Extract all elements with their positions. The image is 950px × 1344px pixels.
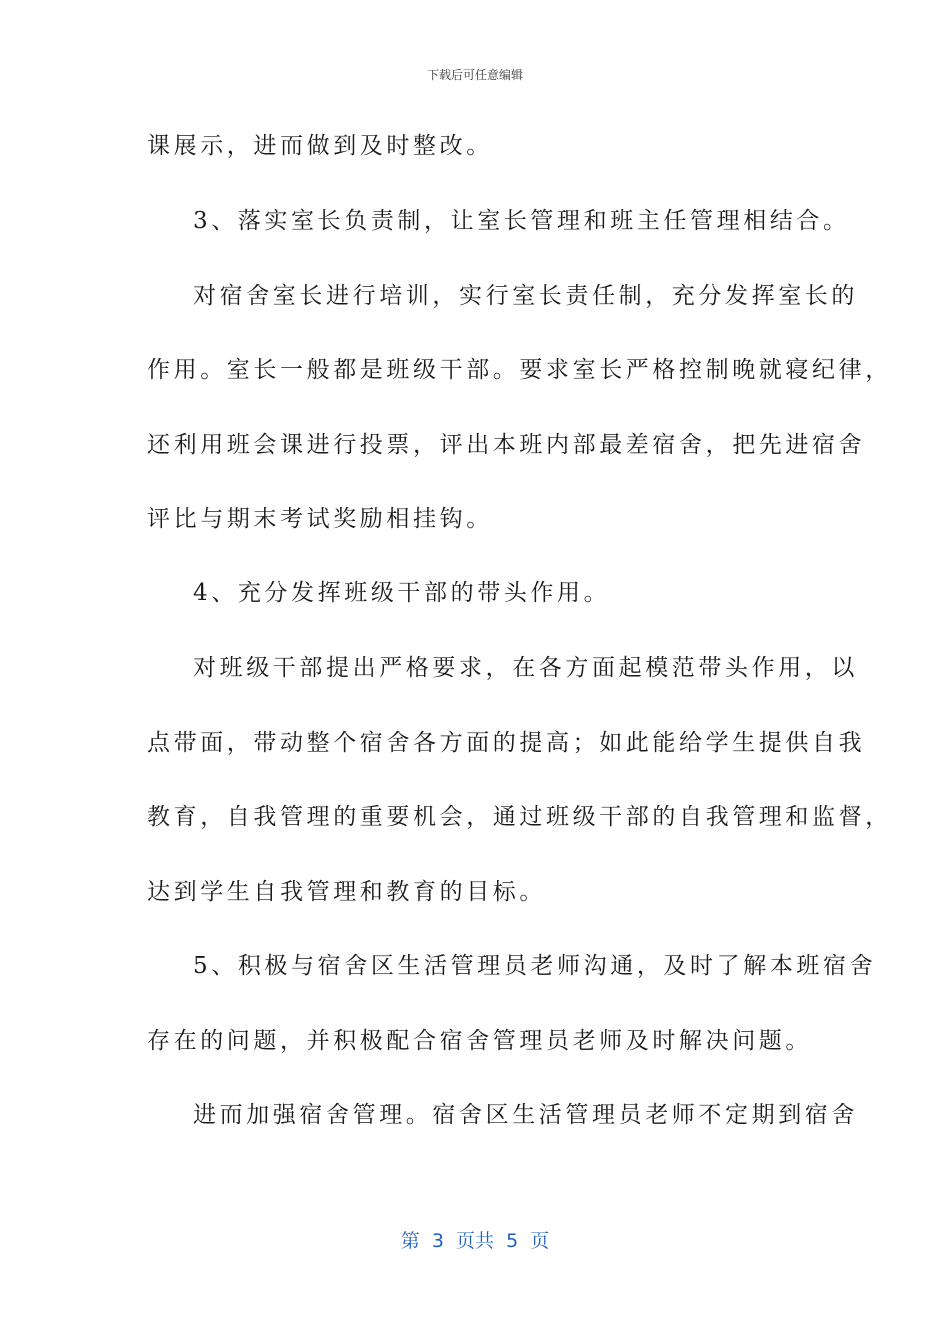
text-line-6: 评比与期末考试奖励相挂钩。 [147,506,493,532]
text-line-5: 还利用班会课进行投票，评出本班内部最差宿舍，把先进宿舍 [147,432,866,458]
text-line-7: 4、充分发挥班级干部的带头作用。 [193,580,611,606]
text-line-4: 作用。室长一般都是班级干部。要求室长严格控制晚就寝纪律， [147,357,892,383]
text-line-14: 进而加强宿舍管理。宿舍区生活管理员老师不定期到宿舍 [193,1102,858,1128]
text-line-11: 达到学生自我管理和教育的目标。 [147,879,546,905]
text-line-1: 课展示，进而做到及时整改。 [147,133,493,159]
text-line-13: 存在的问题，并积极配合宿舍管理员老师及时解决问题。 [147,1028,812,1054]
text-line-10: 教育，自我管理的重要机会，通过班级干部的自我管理和监督， [147,804,892,830]
text-line-2: 3、落实室长负责制，让室长管理和班主任管理相结合。 [193,208,850,234]
text-line-12: 5、积极与宿舍区生活管理员老师沟通，及时了解本班宿舍 [193,953,877,979]
text-line-9: 点带面，带动整个宿舍各方面的提高；如此能给学生提供自我 [147,730,866,756]
header-note: 下载后可任意编辑 [426,68,523,82]
text-line-3: 对宿舍室长进行培训，实行室长责任制，充分发挥室长的 [193,283,858,309]
page-number-footer: 第 3 页共 5 页 [400,1230,550,1252]
text-line-8: 对班级干部提出严格要求，在各方面起模范带头作用，以 [193,655,858,681]
